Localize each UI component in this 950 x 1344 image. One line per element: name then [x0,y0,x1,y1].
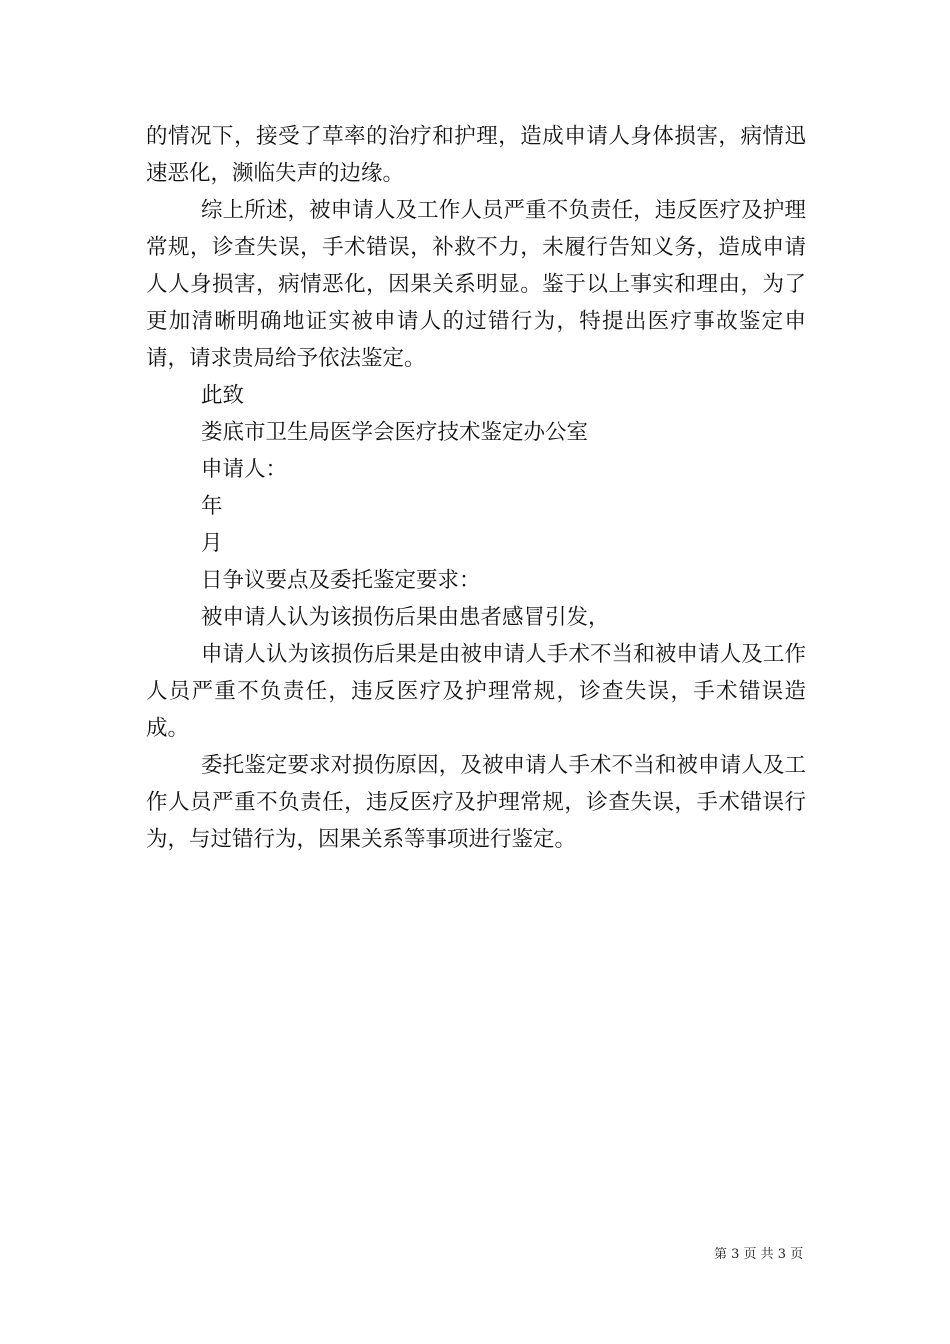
applicant-line: 申请人： [201,457,288,482]
salutation-line: 此致 [201,383,245,408]
page-number-footer: 第 3 页 共 3 页 [714,1247,804,1262]
paragraph-1: 的情况下，接受了草率的治疗和护理，造成申请人身体损害，病情迅速恶化，濒临失声的边缘。 [146,124,806,186]
recipient-line: 娄底市卫生局医学会医疗技术鉴定办公室 [201,420,589,445]
dispute-heading-line: 日争议要点及委托鉴定要求： [201,568,481,593]
appraisal-request-paragraph: 委托鉴定要求对损伤原因，及被申请人手术不当和被申请人及工作人员严重不负责任，违反医疗及护理常规，诊查失误，手术错误行为，与过错行为，因果关系等事项进行鉴定。 [146,753,806,852]
paragraph-2: 综上所述，被申请人及工作人员严重不负责任，违反医疗及护理常规，诊查失误，手术错误，补救不力，未履行告知义务，造成申请人人身损害，病情恶化，因果关系明显。鉴于以上事实和理由，为了更加清晰明确地证实被申请人的过错行为，特提出医疗事故鉴定申请，请求贵局给予依法鉴定。 [146,198,806,371]
applicant-view-paragraph: 申请人认为该损伤后果是由被申请人手术不当和被申请人及工作人员严重不负责任，违反医疗及护理常规，诊查失误，手术错误造成。 [146,642,806,741]
year-line: 年 [201,494,223,519]
respondent-view-line: 被申请人认为该损伤后果由患者感冒引发， [201,605,610,630]
document-body [146,118,806,858]
month-line: 月 [201,531,223,556]
